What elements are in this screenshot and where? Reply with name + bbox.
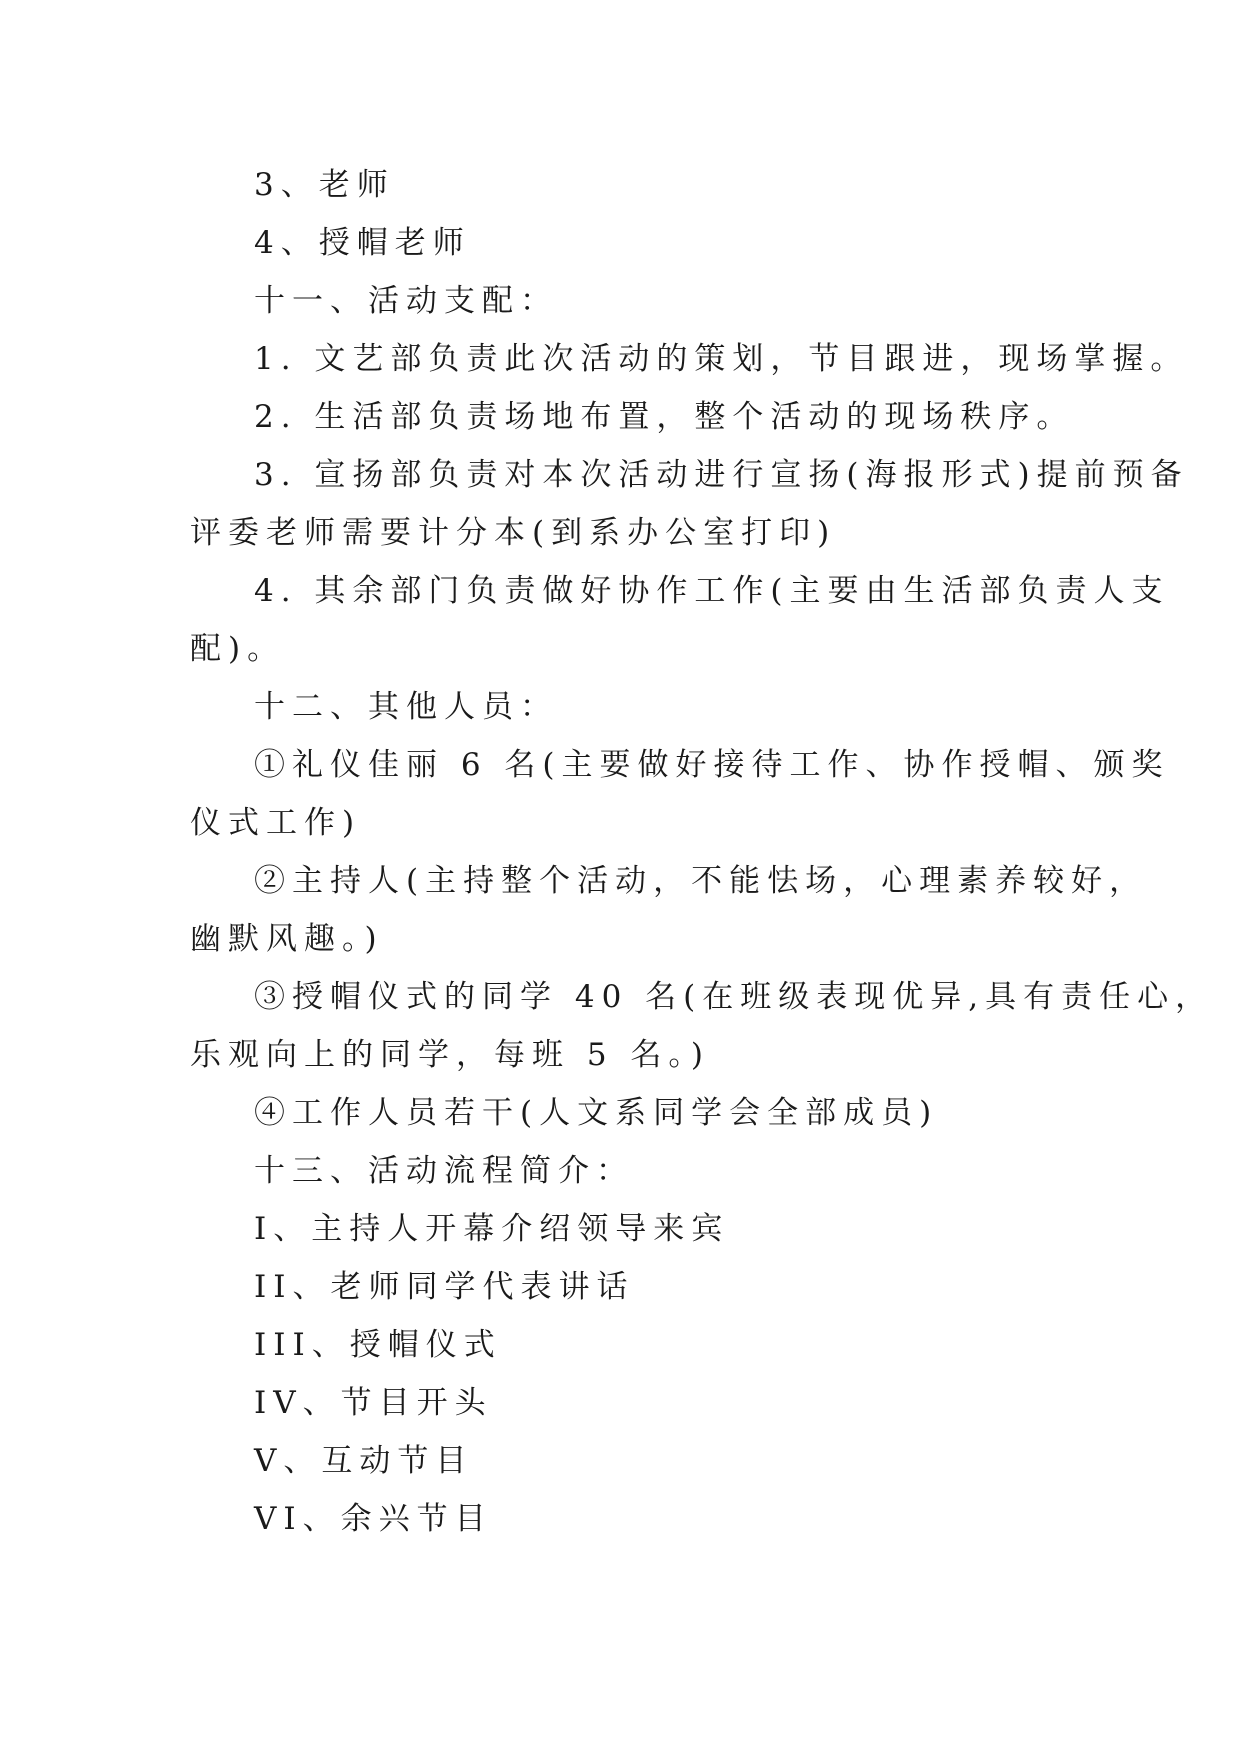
- text-line: ②主持人(主持整个活动，不能怯场，心理素养较好，: [254, 863, 1148, 899]
- list-item: II、老师同学代表讲话: [254, 1269, 635, 1305]
- text-line: 1. 文艺部负责此次活动的策划，节目跟进，现场掌握。: [254, 341, 1189, 377]
- text-line: 3. 宣扬部负责对本次活动进行宣扬(海报形式)提前预备: [254, 457, 1189, 493]
- text-line: 3、老师: [254, 167, 395, 203]
- section-heading: 十三、活动流程简介：: [254, 1153, 634, 1189]
- text-line: 幽默风趣。): [190, 921, 384, 957]
- text-line: ③授帽仪式的同学 40 名(在班级表现优异,具有责任心，: [254, 979, 1214, 1015]
- text-line: ①礼仪佳丽 6 名(主要做好接待工作、协作授帽、颁奖: [254, 747, 1170, 783]
- text-line: ④工作人员若干(人文系同学会全部成员): [254, 1095, 939, 1131]
- list-item: VI、余兴节目: [254, 1501, 493, 1537]
- section-heading: 十一、活动支配：: [254, 283, 558, 319]
- text-line: 仪式工作): [190, 805, 362, 841]
- section-heading: 十二、其他人员：: [254, 689, 558, 725]
- text-line: 乐观向上的同学，每班 5 名。): [190, 1037, 711, 1073]
- text-line: 配)。: [190, 631, 286, 667]
- list-item: V、互动节目: [254, 1443, 474, 1479]
- text-line: 4. 其余部门负责做好协作工作(主要由生活部负责人支: [254, 573, 1170, 609]
- list-item: IV、节目开头: [254, 1385, 493, 1421]
- text-line: 2. 生活部负责场地布置，整个活动的现场秩序。: [254, 399, 1075, 435]
- list-item: III、授帽仪式: [254, 1327, 502, 1363]
- text-line: 4、授帽老师: [254, 225, 471, 261]
- list-item: I、主持人开幕介绍领导来宾: [254, 1211, 730, 1247]
- text-line: 评委老师需要计分本(到系办公室打印): [190, 515, 837, 551]
